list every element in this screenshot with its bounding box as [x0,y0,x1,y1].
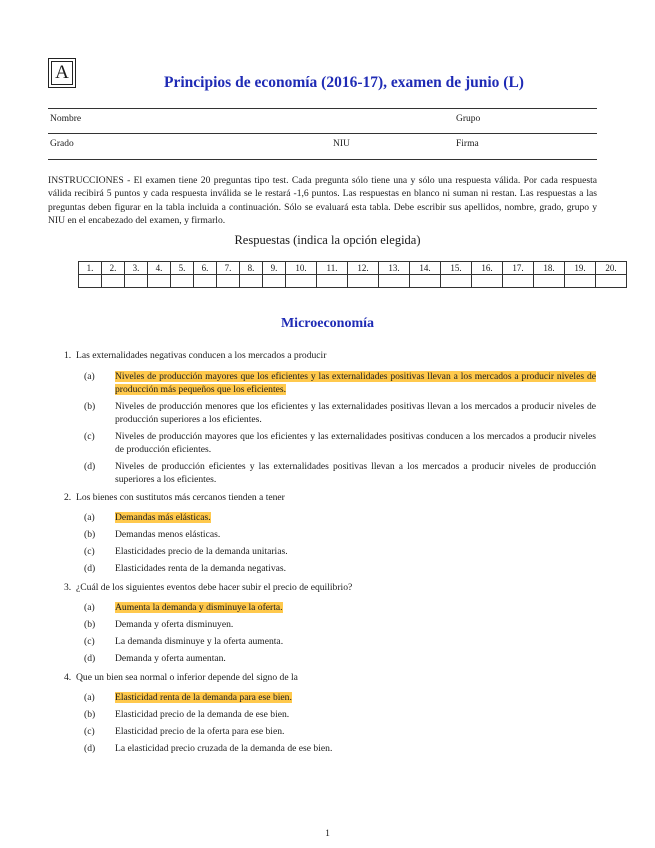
question-3 [64,582,352,593]
answer-number: 6. [194,262,217,275]
firma-label: Firma [456,139,479,149]
answer-cell[interactable] [534,275,565,288]
answers-table [78,261,627,288]
option-text: Elasticidades renta de la demanda negativas. [115,563,287,574]
answer-number: 12. [348,262,379,275]
answer-number: 10. [286,262,317,275]
answer-cell[interactable] [194,275,217,288]
option-label: (b) [84,619,96,630]
option-text: La demanda disminuye y la oferta aumenta. [115,636,284,647]
question-text: ¿Cuál de los siguientes eventos debe hacer subir el precio de equilibrio? [76,582,353,593]
section-title: Microeconomía [280,316,375,331]
answer-number: 2. [102,262,125,275]
question-2 [64,492,285,503]
option-label: (a) [84,602,95,613]
option-text: Demanda y oferta disminuyen. [115,619,234,630]
answer-number: 7. [217,262,240,275]
answer-number: 20. [596,262,627,275]
option-label: (d) [84,563,96,574]
answer-number: 9. [263,262,286,275]
answer-number: 19. [565,262,596,275]
answer-number: 3. [125,262,148,275]
option-label: (a) [84,371,95,382]
answer-number: 5. [171,262,194,275]
answer-cell[interactable] [317,275,348,288]
highlighted-option-text: Elasticidad renta de la demanda para ese bien. [115,692,292,703]
answer-cell[interactable] [472,275,503,288]
answer-cell[interactable] [102,275,125,288]
answer-cell[interactable] [596,275,627,288]
option-label: (c) [84,636,95,647]
version-box [48,58,76,88]
niu-label: NIU [333,139,350,149]
answer-cell[interactable] [79,275,102,288]
option-label: (d) [84,743,96,754]
instructions: INSTRUCCIONES - El examen tiene 20 preguntas tipo test. Cada pregunta sólo tiene una y sólo una respuesta válida. Por cada respuesta válida recibirá 5 puntos y cada respuesta inválida se le restará -1,6 puntos. Las respuestas en blanco ni suman ni restan. Las respuestas a las preguntas deben figurar en la tabla incluida a continuación. Sólo se evaluará esta tabla. Debe escribir sus apellidos, nombre, grado, grupo y NIU en el encabezado del examen, y firmarlo. [48,175,597,227]
answer-cell[interactable] [379,275,410,288]
question-number: 3. [64,582,72,593]
option-text: La elasticidad precio cruzada de la demanda de ese bien. [115,743,333,754]
grado-label: Grado [50,139,74,149]
answer-number: 14. [410,262,441,275]
question-text: Que un bien sea normal o inferior depende del signo de la [76,672,298,683]
option-label: (c) [84,546,95,557]
answer-number: 1. [79,262,102,275]
question-number: 4. [64,672,72,683]
answer-cell[interactable] [503,275,534,288]
question-text: Las externalidades negativas conducen a los mercados a producir [76,350,327,361]
highlighted-option-text: Niveles de producción mayores que los eficientes y las externalidades positivas llevan a los mercados a producir niveles de producción más pequeños que los eficientes. [115,371,596,396]
version-letter: A [51,61,73,85]
answer-cell[interactable] [125,275,148,288]
question-number: 1. [64,350,72,361]
option-text: Niveles de producción menores que los eficientes y las externalidades positivas llevan a los mercados a producir niveles de producción superiores a los eficientes. [115,401,596,426]
option-label: (c) [84,726,95,737]
answer-cell[interactable] [171,275,194,288]
answer-number: 18. [534,262,565,275]
option-label: (b) [84,401,96,412]
answer-number: 4. [148,262,171,275]
option-label: (c) [84,431,95,442]
answer-cell[interactable] [263,275,286,288]
option-text: Elasticidades precio de la demanda unitarias. [115,546,288,557]
grupo-label: Grupo [456,114,481,124]
question-1 [64,350,326,361]
divider [48,159,597,160]
option-text: Elasticidad precio de la oferta para ese bien. [115,726,285,737]
option-label: (b) [84,709,96,720]
answer-number: 11. [317,262,348,275]
exam-title: Principios de economía (2016-17), examen de junio (L) [164,74,524,91]
option-label: (b) [84,529,96,540]
question-4 [64,672,298,683]
answer-cell[interactable] [217,275,240,288]
option-label: (d) [84,461,96,472]
highlighted-option-text: Demandas más elásticas. [115,512,211,523]
option-text: Niveles de producción mayores que los eficientes y las externalidades positivas conducen a los mercados a producir niveles de producción eficientes. [115,431,596,456]
answer-cell[interactable] [148,275,171,288]
answer-cell[interactable] [240,275,263,288]
option-text: Demanda y oferta aumentan. [115,653,226,664]
option-text: Elasticidad precio de la demanda de ese bien. [115,709,290,720]
option-label: (a) [84,512,95,523]
question-text: Los bienes con sustitutos más cercanos tienden a tener [76,492,285,503]
question-number: 2. [64,492,72,503]
divider [48,133,597,134]
option-label: (a) [84,692,95,703]
answer-cell[interactable] [410,275,441,288]
answers-caption: Respuestas (indica la opción elegida) [234,233,421,247]
nombre-label: Nombre [50,114,82,124]
option-text: Niveles de producción eficientes y las externalidades positivas llevan a los mercados a producir niveles de producción superiores a los eficientes. [115,461,596,486]
answer-number: 13. [379,262,410,275]
answer-number: 16. [472,262,503,275]
answer-number: 15. [441,262,472,275]
answer-number: 17. [503,262,534,275]
highlighted-option-text: Aumenta la demanda y disminuye la oferta. [115,602,283,613]
answer-cell[interactable] [565,275,596,288]
option-text: Demandas menos elásticas. [115,529,221,540]
answer-number: 8. [240,262,263,275]
page-number: 1 [325,828,330,839]
answer-cell[interactable] [348,275,379,288]
option-label: (d) [84,653,96,664]
answer-cell[interactable] [286,275,317,288]
divider [48,108,597,109]
answer-cell[interactable] [441,275,472,288]
